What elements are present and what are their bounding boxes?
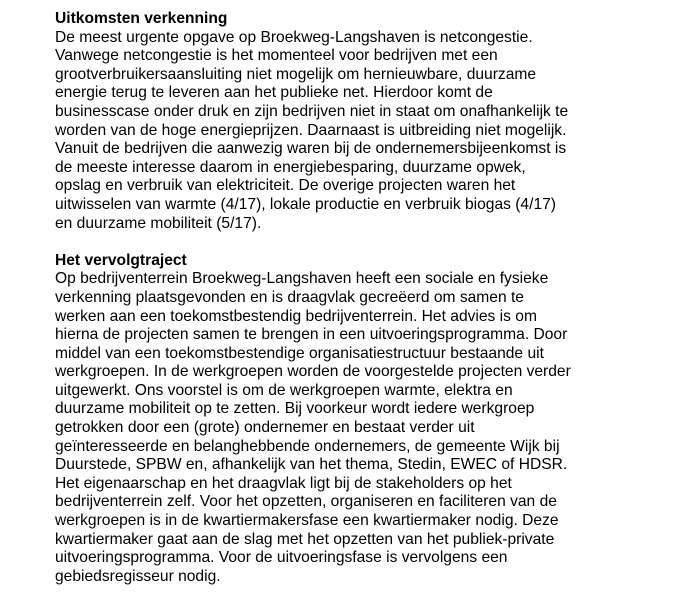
paragraph-line: verkenning plaatsgevonden en is draagvlak gecreëerd om samen te bbox=[55, 288, 524, 306]
paragraph-line: hierna de projecten samen te brengen in een uitvoeringsprogramma. Door bbox=[55, 326, 568, 344]
paragraph-line: kwartiermaker gaat aan de slag met het opzetten van het publiek-private bbox=[55, 530, 555, 548]
document-page bbox=[55, 10, 655, 586]
paragraph-line: grootverbruikersaansluiting niet mogelijk om hernieuwbare, duurzame bbox=[55, 65, 537, 83]
paragraph-line: werkgroepen is in de kwartiermakersfase een kwartiermaker nodig. Deze bbox=[55, 512, 559, 530]
paragraph-line: De meest urgente opgave op Broekweg-Langshaven is netcongestie. bbox=[55, 28, 533, 46]
paragraph-line: uitgewerkt. Ons voorstel is om de werkgroepen warmte, elektra en bbox=[55, 381, 513, 399]
paragraph-line: Duurstede, SPBW en, afhankelijk van het thema, Stedin, EWEC of HDSR. bbox=[55, 456, 568, 474]
paragraph-line: businesscase onder druk en zijn bedrijven niet in staat om onafhankelijk te bbox=[55, 102, 569, 120]
section-heading: Uitkomsten verkenning bbox=[55, 10, 228, 27]
paragraph-line: uitwisselen van warmte (4/17), lokale productie en verbruik biogas (4/17) bbox=[55, 195, 556, 213]
paragraph-line: Vanuit de bedrijven die aanwezig waren bij de ondernemersbijeenkomst is bbox=[55, 140, 567, 158]
section-uitkomsten-verkenning bbox=[55, 10, 655, 233]
paragraph-line: gebiedsregisseur nodig. bbox=[55, 567, 221, 585]
paragraph-line: Op bedrijventerrein Broekweg-Langshaven heeft een sociale en fysieke bbox=[55, 270, 549, 288]
paragraph-line: de meeste interesse daarom in energiebesparing, duurzame opwek, bbox=[55, 158, 526, 176]
paragraph-line: uitvoeringsprogramma. Voor de uitvoeringsfase is vervolgens een bbox=[55, 549, 508, 567]
paragraph-line: Vanwege netcongestie is het momenteel voor bedrijven met een bbox=[55, 47, 498, 65]
paragraph-line: werkgroepen. In de werkgroepen worden de voorgestelde projecten verder bbox=[55, 363, 571, 381]
section-het-vervolgtraject bbox=[55, 252, 655, 587]
section-paragraph bbox=[55, 29, 655, 234]
paragraph-line: Het eigenaarschap en het draagvlak ligt bij de stakeholders op het bbox=[55, 474, 512, 492]
paragraph-line: duurzame mobiliteit op te zetten. Bij voorkeur wordt iedere werkgroep bbox=[55, 400, 535, 418]
section-heading: Het vervolgtraject bbox=[55, 251, 187, 269]
paragraph-line: energie terug te leveren aan het publieke net. Hierdoor komt de bbox=[55, 84, 493, 102]
paragraph-line: bedrijventerrein zelf. Voor het opzetten, organiseren en faciliteren van de bbox=[55, 493, 557, 511]
paragraph-line: getrokken door een (grote) ondernemer en bestaat verder uit bbox=[55, 419, 475, 437]
paragraph-line: worden van de hoge energieprijzen. Daarnaast is uitbreiding niet mogelijk. bbox=[55, 121, 567, 139]
paragraph-line: geïnteresseerde en belanghebbende ondernemers, de gemeente Wijk bij bbox=[55, 437, 560, 455]
paragraph-line: en duurzame mobiliteit (5/17). bbox=[55, 214, 262, 232]
paragraph-line: werken aan een toekomstbestendig bedrijventerrein. Het advies is om bbox=[55, 307, 537, 325]
section-paragraph bbox=[55, 270, 655, 586]
paragraph-line: opslag en verbruik van elektriciteit. De overige projecten waren het bbox=[55, 177, 516, 195]
paragraph-line: middel van een toekomstbestendige organisatiestructuur bestaande uit bbox=[55, 344, 544, 362]
